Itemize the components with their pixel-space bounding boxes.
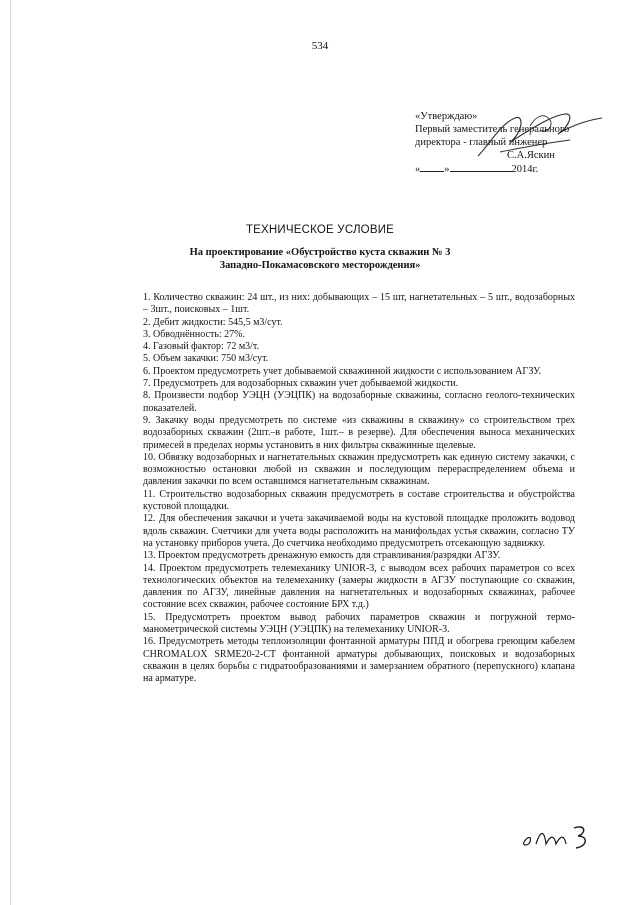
handwritten-sheet-note — [518, 818, 590, 854]
subtitle-line-1: На проектирование «Обустройство куста скважин № 3 — [189, 247, 451, 258]
condition-item: 4. Газовый фактор: 72 м3/т. — [143, 341, 260, 353]
condition-item: 9. Закачку воды предусмотреть по системе «из скважины в скважину» со строительством трех водозаборных скважин (2шт.–в работе, 1шт.– в резерве). Для обеспечения выноса механических примесей в пределах нормы установить в них фильтры скважинные щелевые. — [143, 414, 575, 451]
condition-item: 16. Предусмотреть методы теплоизоляции фонтанной арматуры ППД и обогрева греющим кабелем CHROMALOX SRME20-2-CT фонтанной арматуры добывающих, поисковых и водозаборных скважин в целях борьбы с гидратообразованиями и замерзанием обратного (перепускного) клапана на арматуре. — [143, 636, 575, 685]
page-number: 534 — [311, 40, 329, 52]
date-open-quote: « — [415, 164, 421, 175]
document-subtitle — [0, 246, 640, 272]
approval-date — [415, 162, 595, 176]
condition-item: 6. Проектом предусмотреть учет добываемой скважинной жидкости с использованием АГЗУ. — [143, 365, 542, 377]
approval-block — [415, 110, 595, 176]
condition-item: 14. Проектом предусмотреть телемеханику UNIOR-3, с выводом всех рабочих параметров со всех технологических объектов на телемеханику (замеры жидкости в АГЗУ поступающие со скважин, давления по АГЗУ, линейные давления на нагнетательных и водозаборных скважинах, рабочее состояние всех скважин, рабочее состояние БРХ т.д.) — [143, 562, 575, 611]
conditions-list — [143, 292, 575, 686]
condition-item: 10. Обвязку водозаборных и нагнетательных скважин предусмотреть как единую систему закачки, с возможностью остановки любой из скважин и последующим перераспределением объема и давления закачки по всем оставшимся нагнетательным скважинам. — [143, 451, 575, 488]
date-year: 2014г. — [511, 164, 539, 175]
document-title: ТЕХНИЧЕСКОЕ УСЛОВИЕ — [245, 224, 395, 236]
date-month-blank — [450, 162, 512, 172]
condition-item: 1. Количество скважин: 24 шт., из них: добывающих – 15 шт, нагнетательных – 5 шт., водозаборных – 3шт., поисковых – 1шт. — [143, 292, 575, 316]
condition-item: 13. Проектом предусмотреть дренажную емкость для стравливания/разрядки АГЗУ. — [143, 550, 501, 562]
condition-item: 3. Обводнённость: 27%. — [143, 328, 245, 340]
scan-edge-line — [10, 0, 11, 905]
approval-position-line2: директора - главный инженер — [415, 137, 548, 148]
approval-signer-name: С.А.Яскин — [507, 150, 555, 161]
condition-item: 11. Строительство водозаборных скважин предусмотреть в составе строительства и обустройства кустовой площадки. — [143, 488, 575, 513]
approval-position-line1: Первый заместитель генерального — [415, 124, 570, 135]
date-close-quote: » — [444, 164, 450, 175]
approval-heading: «Утверждаю» — [415, 111, 478, 122]
subtitle-line-2: Западно-Покамасовского месторождения» — [219, 260, 421, 271]
condition-item: 7. Предусмотреть для водозаборных скважин учет добываемой жидкости. — [143, 378, 459, 390]
condition-item: 12. Для обеспечения закачки и учета закачиваемой воды на кустовой площадке проложить водовод вдоль скважин. Счетчики для учета воды расположить на манифольдах устья скважин, согласно ТУ на установку приборов учета. До счетчика необходимо предусмотреть отсекающую задвижку. — [143, 513, 575, 549]
condition-item: 15. Предусмотреть проектом вывод рабочих параметров скважин и погружной термо-манометрической системы УЭЦН (УЭЦПК) на телемеханику UNIOR-3. — [143, 611, 575, 636]
condition-item: 5. Объем закачки: 750 м3/сут. — [143, 353, 269, 365]
condition-item: 2. Дебит жидкости: 545,5 м3/сут. — [143, 316, 283, 328]
condition-item: 8. Произвести подбор УЭЦН (УЭЦПК) на водозаборные скважины, согласно геолого-технических показателей. — [143, 390, 575, 414]
date-day-blank — [420, 162, 444, 172]
